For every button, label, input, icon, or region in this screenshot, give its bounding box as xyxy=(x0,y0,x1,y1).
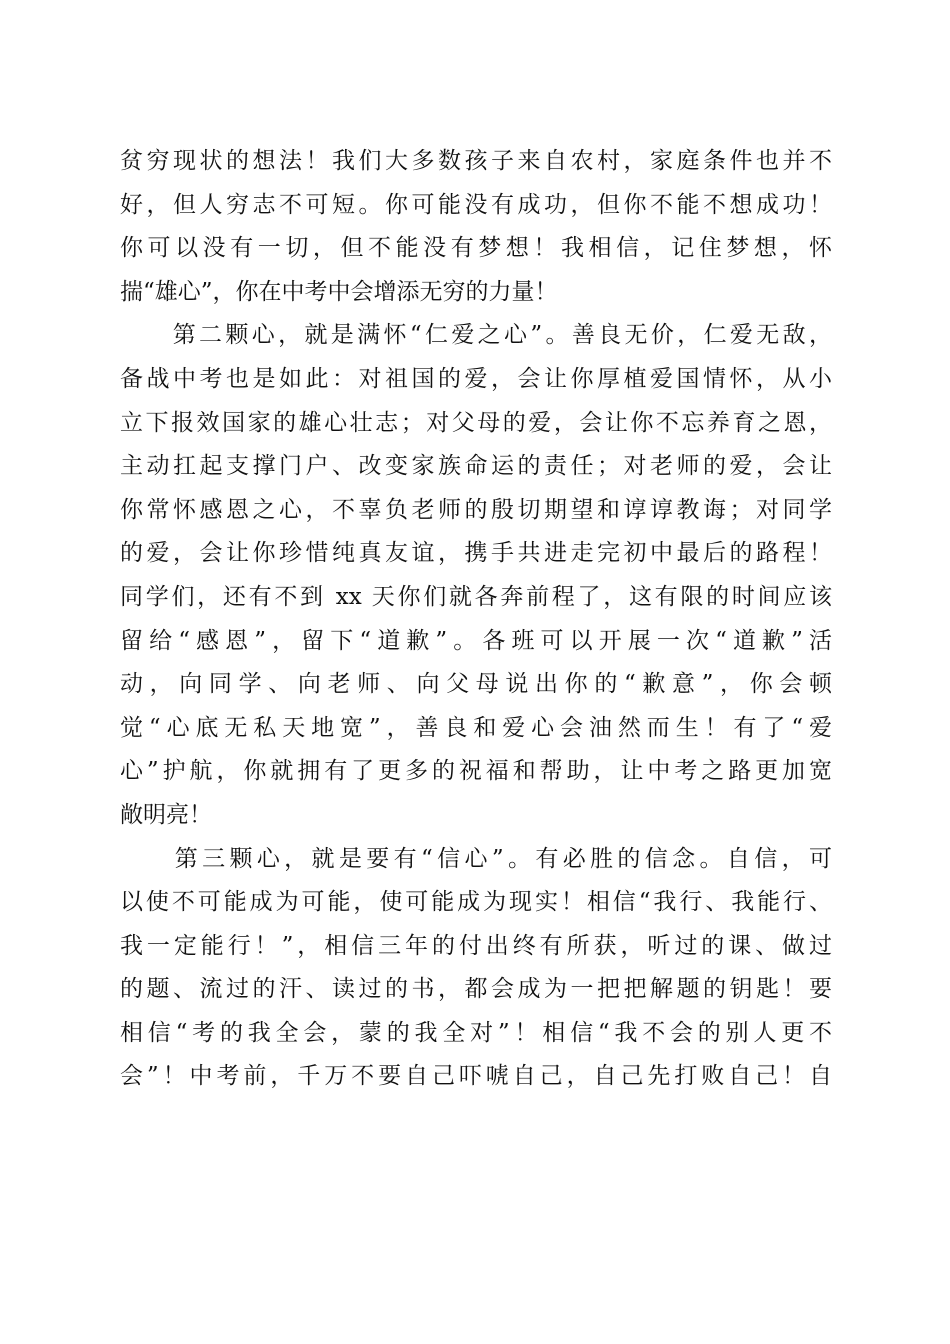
text-line: 你可以没有一切，但不能没有梦想！我相信，记住梦想，怀 xyxy=(120,235,832,262)
text-line: 同学们，还有不到 xx 天你们就各奔前程了，这有限的时间应该 xyxy=(120,583,832,610)
text-line: 动，向同学、向老师、向父母说出你的“歉意”，你会顿 xyxy=(120,671,832,698)
text-line: 第二颗心，就是满怀“仁爱之心”。善良无价，仁爱无敌， xyxy=(120,322,832,349)
text-line: 我一定能行！”，相信三年的付出终有所获，听过的课、做过 xyxy=(120,932,832,959)
text-line: 贫穷现状的想法！我们大多数孩子来自农村，家庭条件也并不 xyxy=(120,148,832,174)
text-line: 的题、流过的汗、读过的书，都会成为一把把解题的钥匙！要 xyxy=(120,976,832,1003)
text-line: 第三颗心，就是要有“信心”。有必胜的信念。自信，可 xyxy=(120,845,832,872)
text-line: 相信“考的我全会，蒙的我全对”！相信“我不会的别人更不 xyxy=(120,1019,832,1046)
text-line: 你常怀感恩之心，不辜负老师的殷切期望和谆谆教诲；对同学 xyxy=(120,496,832,523)
text-line: 以使不可能成为可能，使可能成为现实！相信“我行、我能行、 xyxy=(120,889,832,916)
text-line: 心”护航，你就拥有了更多的祝福和帮助，让中考之路更加宽 xyxy=(120,758,832,785)
text-line: 的爱，会让你珍惜纯真友谊，携手共进走完初中最后的路程！ xyxy=(120,540,832,567)
text-line: 揣“雄心”，你在中考中会增添无穷的力量！ xyxy=(120,278,558,305)
text-line: 主动扛起支撑门户、改变家族命运的责任；对老师的爱，会让 xyxy=(120,453,832,480)
document-body xyxy=(120,140,832,1099)
text-line: 留给“感恩”，留下“道歉”。各班可以开展一次“道歉”活 xyxy=(120,627,832,654)
text-line: 好，但人穷志不可短。你可能没有成功，但你不能不想成功！ xyxy=(120,191,832,218)
text-line: 敞明亮！ xyxy=(120,801,212,828)
text-line: 会”！中考前，千万不要自己吓唬自己，自己先打败自己！自 xyxy=(120,1063,832,1090)
text-line: 觉“心底无私天地宽”，善良和爱心会油然而生！有了“爱 xyxy=(120,714,832,741)
text-line: 立下报效国家的雄心壮志；对父母的爱，会让你不忘养育之恩， xyxy=(120,409,832,436)
text-line: 备战中考也是如此：对祖国的爱，会让你厚植爱国情怀，从小 xyxy=(120,365,832,392)
